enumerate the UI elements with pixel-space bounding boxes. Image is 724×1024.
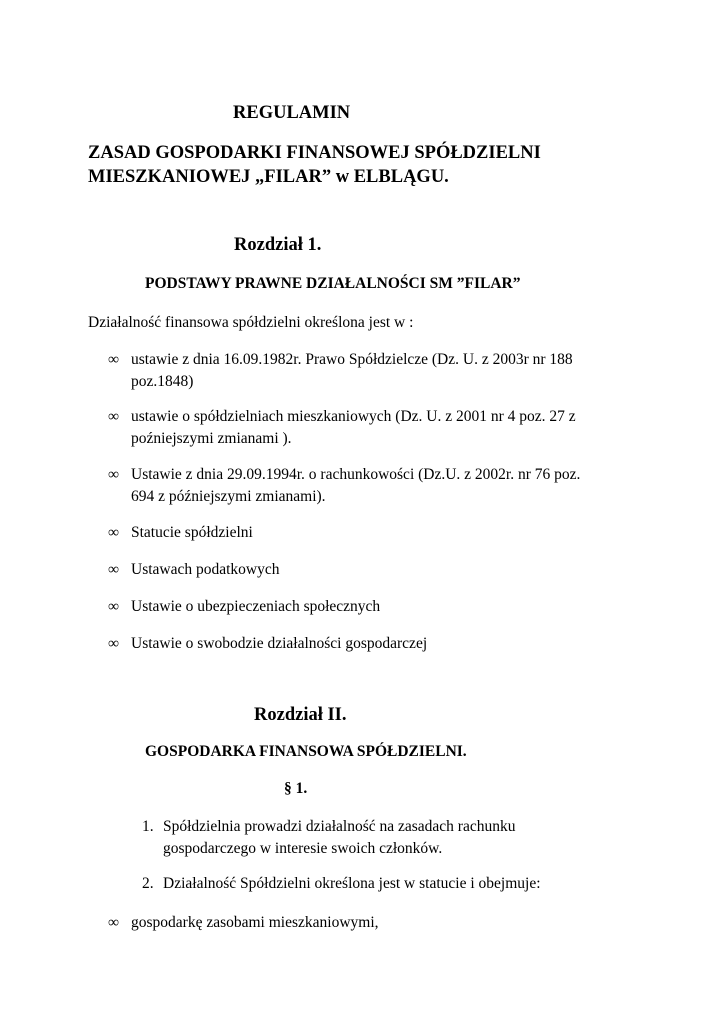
list-item-line-2: poz.1848)	[131, 373, 194, 390]
list-item-line-2: 694 z późniejszymi zmianami).	[131, 488, 326, 505]
list-item-line-1: ustawie z dnia 16.09.1982r. Prawo Spółdzielcze (Dz. U. z 2003r nr 188	[131, 351, 573, 368]
infinity-bullet-icon: ∞	[108, 598, 120, 615]
infinity-bullet-icon: ∞	[108, 466, 120, 483]
chapter-1-intro: Działalność finansowa spółdzielni określona jest w :	[88, 314, 414, 331]
infinity-bullet-icon: ∞	[108, 351, 120, 368]
chapter-1-subheading: PODSTAWY PRAWNE DZIAŁALNOŚCI SM ”FILAR”	[145, 275, 521, 292]
infinity-bullet-icon: ∞	[108, 914, 120, 931]
infinity-bullet-icon: ∞	[108, 635, 120, 652]
numbered-item-number: 2.	[142, 875, 154, 892]
numbered-item-number: 1.	[142, 818, 154, 835]
infinity-bullet-icon: ∞	[108, 561, 120, 578]
infinity-bullet-icon: ∞	[108, 408, 120, 425]
chapter-2-subheading: GOSPODARKA FINANSOWA SPÓŁDZIELNI.	[145, 743, 467, 760]
chapter-2-heading: Rozdział II.	[254, 705, 347, 725]
list-item-line-1: Ustawie z dnia 29.09.1994r. o rachunkowości (Dz.U. z 2002r. nr 76 poz.	[131, 466, 581, 483]
document-subtitle-line-1: ZASAD GOSPODARKI FINANSOWEJ SPÓŁDZIELNI	[88, 143, 541, 163]
document-subtitle	[88, 141, 541, 189]
list-item-text: gospodarkę zasobami mieszkaniowymi,	[131, 914, 379, 931]
numbered-item-line-2: gospodarczego w interesie swoich członków.	[163, 840, 443, 857]
infinity-bullet-icon: ∞	[108, 524, 120, 541]
list-item-line-1: ustawie o spółdzielniach mieszkaniowych (Dz. U. z 2001 nr 4 poz. 27 z	[131, 408, 576, 425]
numbered-item-text: Działalność Spółdzielni określona jest w statucie i obejmuje:	[163, 875, 541, 892]
paragraph-mark: § 1.	[284, 780, 308, 797]
document-title: REGULAMIN	[233, 103, 351, 123]
numbered-item-line-1: Spółdzielnia prowadzi działalność na zasadach rachunku	[163, 818, 516, 835]
list-item-text: Ustawie o ubezpieczeniach społecznych	[131, 598, 381, 615]
list-item-text: Ustawach podatkowych	[131, 561, 280, 578]
document-subtitle-line-2: MIESZKANIOWEJ „FILAR” w ELBLĄGU.	[88, 167, 449, 187]
list-item-text: Ustawie o swobodzie działalności gospodarczej	[131, 635, 428, 652]
list-item-line-2: poźniejszymi zmianami ).	[131, 430, 292, 447]
list-item-text: Statucie spółdzielni	[131, 524, 253, 541]
chapter-1-heading: Rozdział 1.	[234, 235, 322, 255]
